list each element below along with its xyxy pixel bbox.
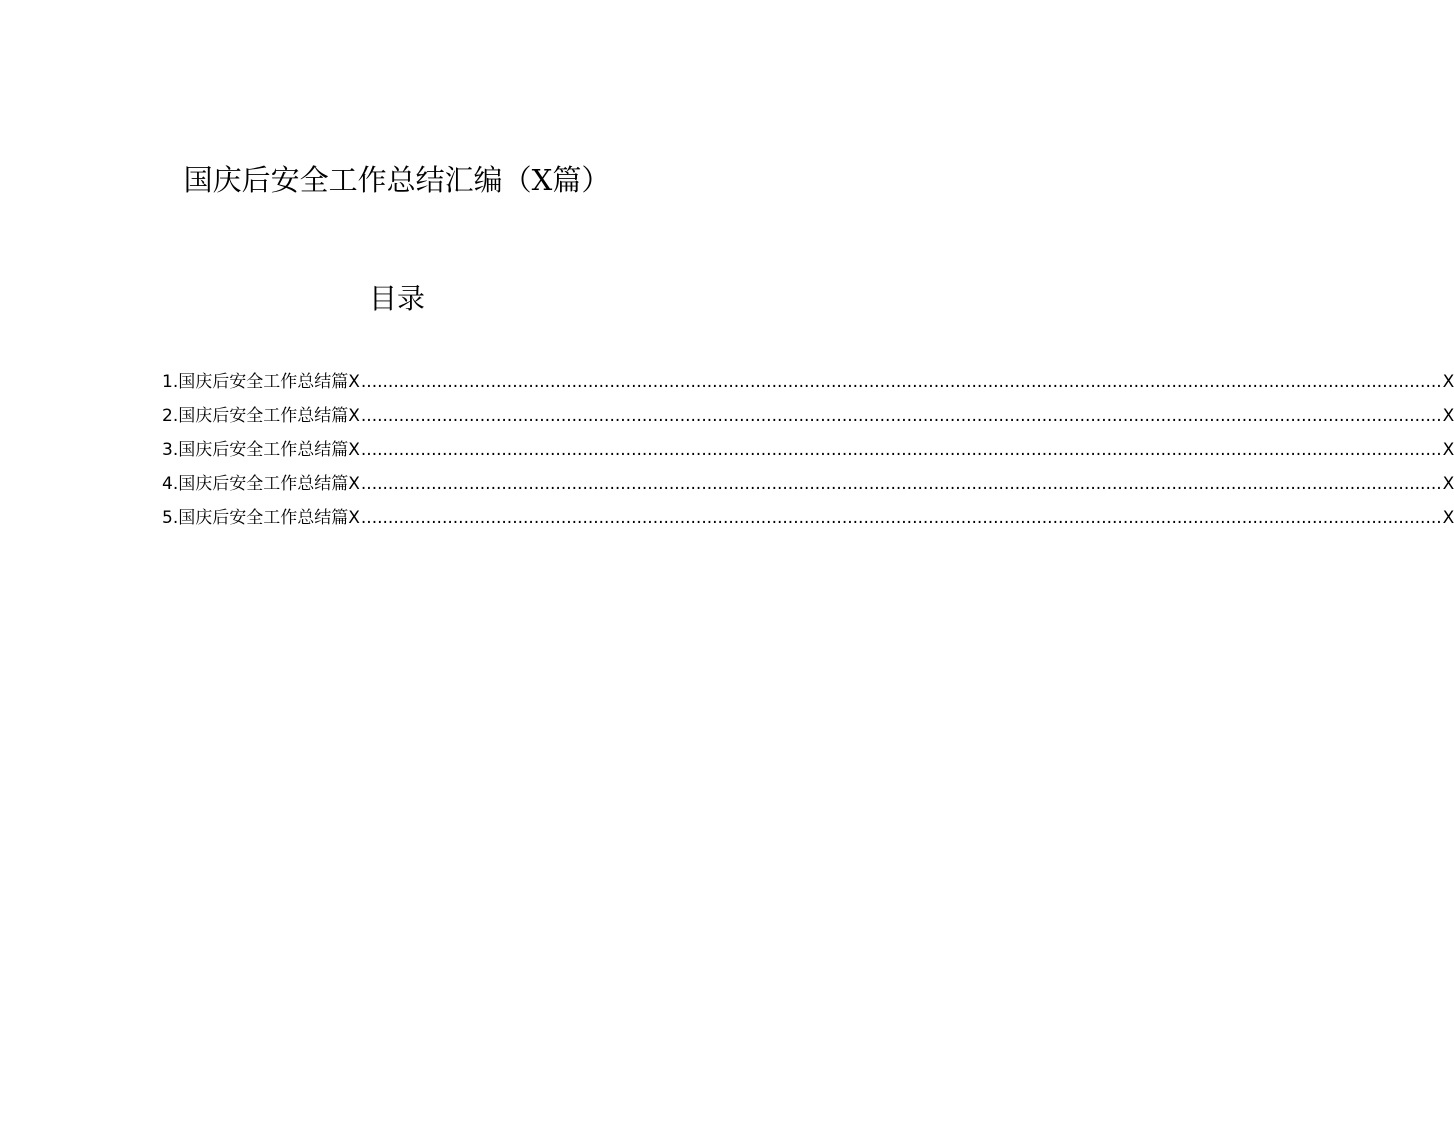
toc-dot-leader: ........................................................................................................................................................................................................: [360, 406, 1442, 426]
document-title: 国庆后安全工作总结汇编（X篇）: [183, 163, 611, 197]
toc-entry[interactable]: [162, 501, 1454, 535]
toc-entry[interactable]: [162, 433, 1454, 467]
toc-entry[interactable]: [162, 365, 1454, 399]
toc-entry-number: 1.: [162, 372, 179, 392]
toc-entry-page: X: [1442, 474, 1454, 494]
toc-entry-number: 3.: [162, 440, 179, 460]
table-of-contents: [162, 365, 1454, 535]
toc-heading: 目录: [368, 282, 425, 315]
toc-entry-number: 5.: [162, 508, 179, 528]
toc-dot-leader: ........................................................................................................................................................................................................: [360, 508, 1442, 528]
toc-entry[interactable]: [162, 399, 1454, 433]
toc-entry-title: 国庆后安全工作总结篇X: [178, 372, 360, 392]
toc-dot-leader: ........................................................................................................................................................................................................: [360, 474, 1442, 494]
toc-entry-title: 国庆后安全工作总结篇X: [178, 508, 360, 528]
toc-entry-page: X: [1442, 508, 1454, 528]
toc-dot-leader: ........................................................................................................................................................................................................: [360, 372, 1442, 392]
toc-entry-number: 2.: [162, 406, 179, 426]
toc-entry-title: 国庆后安全工作总结篇X: [178, 440, 360, 460]
toc-entry-page: X: [1442, 406, 1454, 426]
toc-entry-number: 4.: [162, 474, 179, 494]
toc-dot-leader: ........................................................................................................................................................................................................: [360, 440, 1442, 460]
toc-entry-page: X: [1442, 372, 1454, 392]
toc-entry-page: X: [1442, 440, 1454, 460]
toc-entry[interactable]: [162, 467, 1454, 501]
toc-entry-title: 国庆后安全工作总结篇X: [178, 406, 360, 426]
toc-entry-title: 国庆后安全工作总结篇X: [178, 474, 360, 494]
